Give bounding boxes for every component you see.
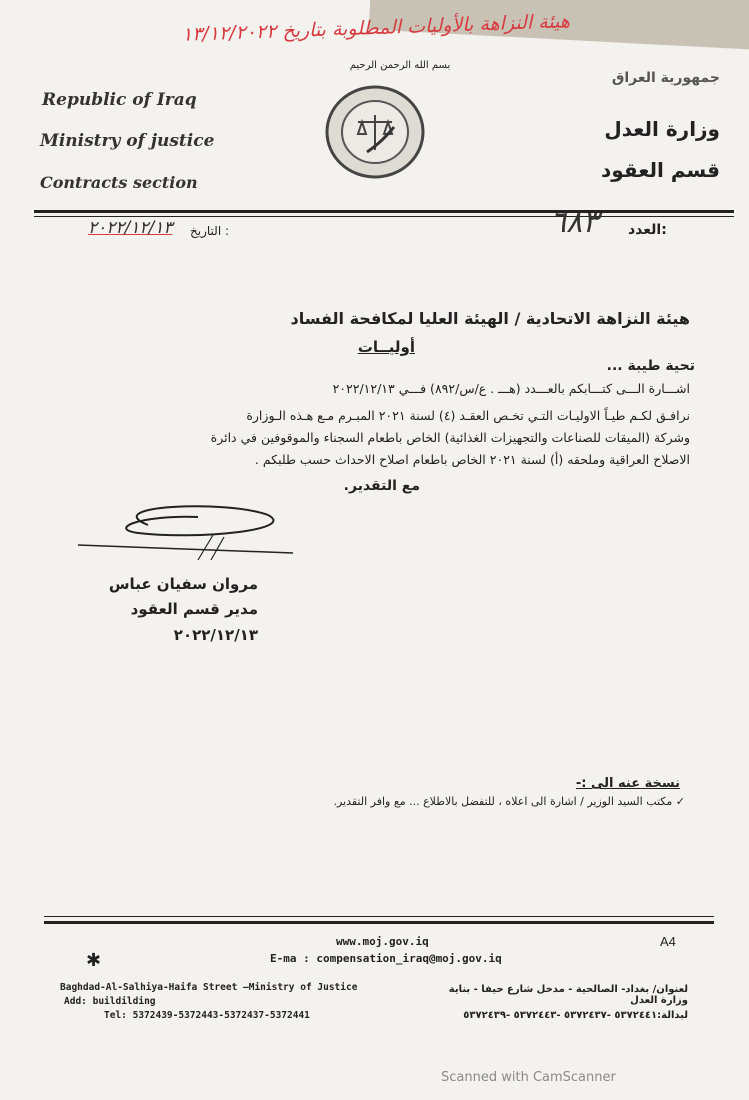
header-ar-line1: جمهورية العراق	[611, 70, 720, 86]
footer-address-ar: لعنوان/ بغداد- الصالحية - مدخل شارع حيفا - بناية وزارة العدل	[448, 984, 688, 1006]
date-value: ٢٠٢٢/١٢/١٣	[88, 218, 173, 238]
header-ar-line2: وزارة العدل	[604, 117, 720, 141]
header-en-line3: Contracts section	[40, 173, 198, 192]
date-label: التاريخ :	[190, 224, 230, 238]
scanner-watermark: Scanned with CamScanner	[441, 1070, 616, 1085]
ministry-seal-icon	[322, 82, 432, 182]
header-rule-thick	[34, 210, 734, 213]
closing: مع التقدير.	[343, 478, 420, 494]
footer-paper-size: A4	[660, 934, 676, 949]
basmala: بسم الله الرحمن الرحيم	[349, 60, 451, 71]
copy-label: نسخة عنه الى :-	[575, 776, 680, 791]
signature-scribble	[78, 495, 298, 575]
header-en-line2: Ministry of justice	[40, 131, 215, 151]
header-rule-thin	[34, 216, 734, 217]
footer-address-en-1: Baghdad-Al-Salhiya-Haifa Street –Ministry of Justice	[60, 982, 358, 993]
copy-line: ✓ مكتب السيد الوزير / اشارة الى اعلاه ، للتفضل بالاطلاع ... مع وافر التقدير.	[333, 795, 685, 808]
footer-address-en-2: Add: buildilding	[64, 996, 156, 1007]
body-line-4: الاصلاح العراقية وملحقه (أ) لسنة ٢٠٢١ الخاص باطعام اصلاح الاحداث حسب طلبكم .	[254, 452, 690, 467]
body-line-3: وشركة (الميقات للصناعات والتجهيزات الغذائية) الخاص باطعام السجناء والموقوفين في دائرة	[210, 430, 690, 445]
footer-phones-en: Tel: 5372439-5372443-5372437-5372441	[104, 1010, 310, 1021]
footer-phones-ar: لبدالة:٥٣٧٢٤٤١ -٥٣٧٢٤٣٧ -٥٣٧٢٤٤٣ -٥٣٧٢٤٣٩	[463, 1010, 688, 1021]
handwritten-note: هيئة النزاهة بالأوليات المطلوبة بتاريخ ١٣/١٢/٢٠٢٢	[181, 10, 571, 46]
recipient: هيئة النزاهة الاتحادية / الهيئة العليا لمكافحة الفساد	[290, 309, 690, 328]
footer-website[interactable]: www.moj.gov.iq	[336, 935, 429, 948]
footer-rule-thin	[44, 916, 714, 917]
footer-star-icon: ✱	[86, 950, 102, 971]
body-line-1: اشـــارة الـــى كتـــابكم بالعـــدد (هـــ . ع/س/٨٩٢) فـــي ٢٠٢٢/١٢/١٣	[332, 381, 690, 396]
greeting: تحية طيبة ...	[606, 358, 695, 374]
header-en-line1: Republic of Iraq	[42, 90, 197, 110]
signatory-name: مروان سفيان عباس	[108, 575, 258, 593]
footer-email[interactable]: E-ma : compensation_iraq@moj.gov.iq	[270, 952, 502, 965]
signatory-title: مدير قسم العقود	[130, 600, 258, 618]
number-label: العدد:	[628, 222, 667, 238]
signatory-date: ٢٠٢٢/١٢/١٣	[173, 626, 258, 644]
subject: أوليــات	[357, 338, 415, 356]
number-value: ٦٨٣	[550, 205, 599, 240]
footer-rule-thick	[44, 921, 714, 924]
header-ar-line3: قسم العقود	[601, 158, 720, 182]
body-line-2: نرافـق لكـم طيـاً الاوليـات التـي تخـص العقـد (٤) لسنة ٢٠٢١ المبـرم مـع هـذه الـوزارة	[246, 408, 690, 423]
